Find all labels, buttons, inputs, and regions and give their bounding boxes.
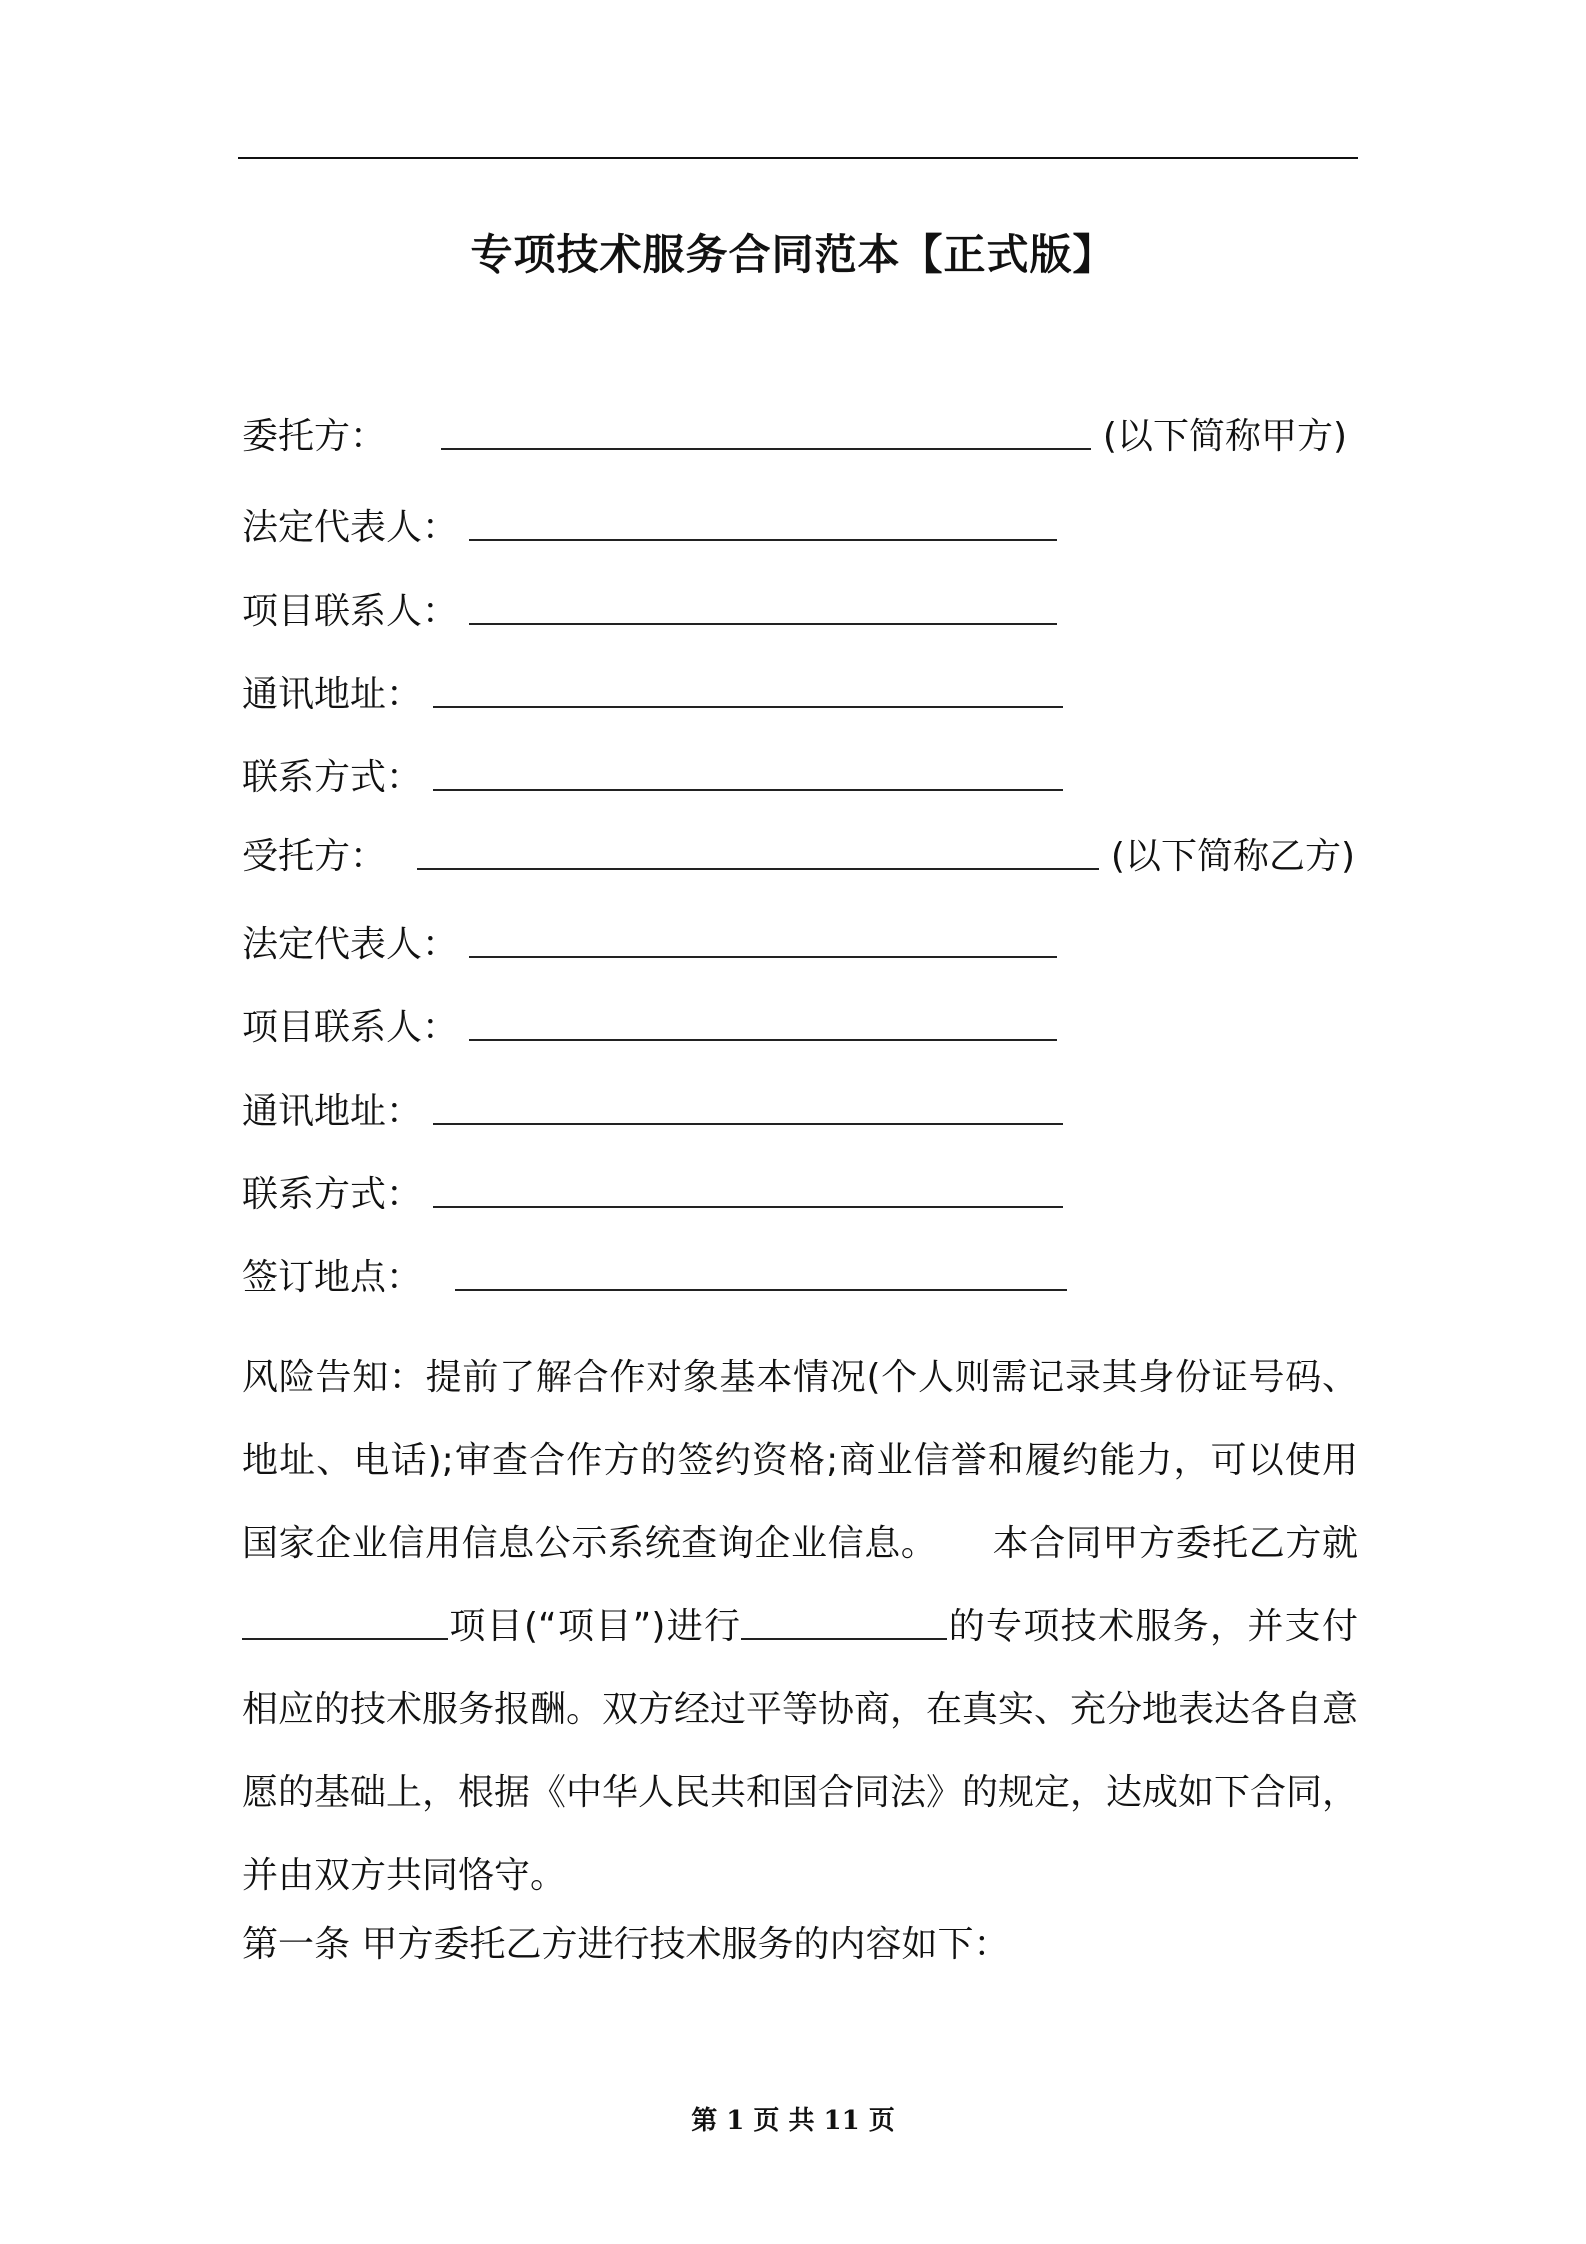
party-b-contact-row <box>242 1172 1063 1217</box>
party-a-suffix: (以下简称甲方) <box>1102 416 1348 457</box>
party-b-contact-person-blank[interactable] <box>469 1005 1057 1041</box>
sign-place-label: 签订地点： <box>242 1257 423 1298</box>
project-name-blank[interactable] <box>242 1604 448 1640</box>
party-a-address-blank[interactable] <box>433 672 1063 708</box>
party-a-rep-blank[interactable] <box>469 505 1057 541</box>
party-a-contact-person-label: 项目联系人： <box>242 591 459 632</box>
body-text-part1: 风险告知：提前了解合作对象基本情况(个人则需记录其身份证号码、地址、电话);审查合作方的签约资格;商业信誉和履约能力，可以使用国家企业信用信息公示系统查询企业信息。 本合同甲方委托乙方就 <box>242 1357 1358 1564</box>
party-a-address-row <box>242 672 1063 717</box>
body-text-part2: 项目(“项目”)进行 <box>448 1606 742 1647</box>
party-a-contact-row <box>242 755 1063 800</box>
party-a-contact-blank[interactable] <box>433 755 1063 791</box>
service-content-blank[interactable] <box>741 1604 947 1640</box>
party-a-principal-label: 委托方： <box>242 416 387 457</box>
party-b-contact-person-row <box>242 1005 1057 1050</box>
party-b-address-row <box>242 1089 1063 1134</box>
party-a-rep-label: 法定代表人： <box>242 507 459 548</box>
party-b-address-blank[interactable] <box>433 1089 1063 1125</box>
risk-and-intro-paragraph <box>242 1336 1358 1917</box>
document-title: 专项技术服务合同范本【正式版】 <box>470 230 1116 279</box>
party-b-contact-blank[interactable] <box>433 1172 1063 1208</box>
party-a-contact-person-blank[interactable] <box>469 589 1057 625</box>
article-1-heading: 第一条 甲方委托乙方进行技术服务的内容如下： <box>242 1924 1010 1965</box>
party-a-address-label: 通讯地址： <box>242 674 423 715</box>
party-a-principal-blank[interactable] <box>441 414 1091 450</box>
party-a-contact-person-row <box>242 589 1057 634</box>
party-b-rep-row <box>242 922 1057 967</box>
party-a-principal-row <box>242 414 1347 459</box>
sign-place-blank[interactable] <box>455 1255 1067 1291</box>
party-a-contact-label: 联系方式： <box>242 757 423 798</box>
party-b-contact-label: 联系方式： <box>242 1174 423 1215</box>
party-b-suffix: (以下简称乙方) <box>1110 836 1356 877</box>
sign-place-row <box>242 1255 1067 1300</box>
party-b-rep-blank[interactable] <box>469 922 1057 958</box>
body-text-part3: 的专项技术服务，并支付相应的技术服务报酬。双方经过平等协商，在真实、充分地表达各自意愿的基础上，根据《中华人民共和国合同法》的规定，达成如下合同，并由双方共同恪守。 <box>242 1606 1359 1896</box>
party-b-contact-person-label: 项目联系人： <box>242 1007 459 1048</box>
party-b-principal-row <box>242 834 1355 879</box>
party-b-rep-label: 法定代表人： <box>242 924 459 965</box>
party-b-principal-label: 受托方： <box>242 836 387 877</box>
page-number-footer: 第 1 页 共 11 页 <box>691 2106 895 2136</box>
party-b-principal-blank[interactable] <box>417 834 1099 870</box>
party-b-address-label: 通讯地址： <box>242 1091 423 1132</box>
header-rule <box>238 157 1358 159</box>
party-a-rep-row <box>242 505 1057 550</box>
